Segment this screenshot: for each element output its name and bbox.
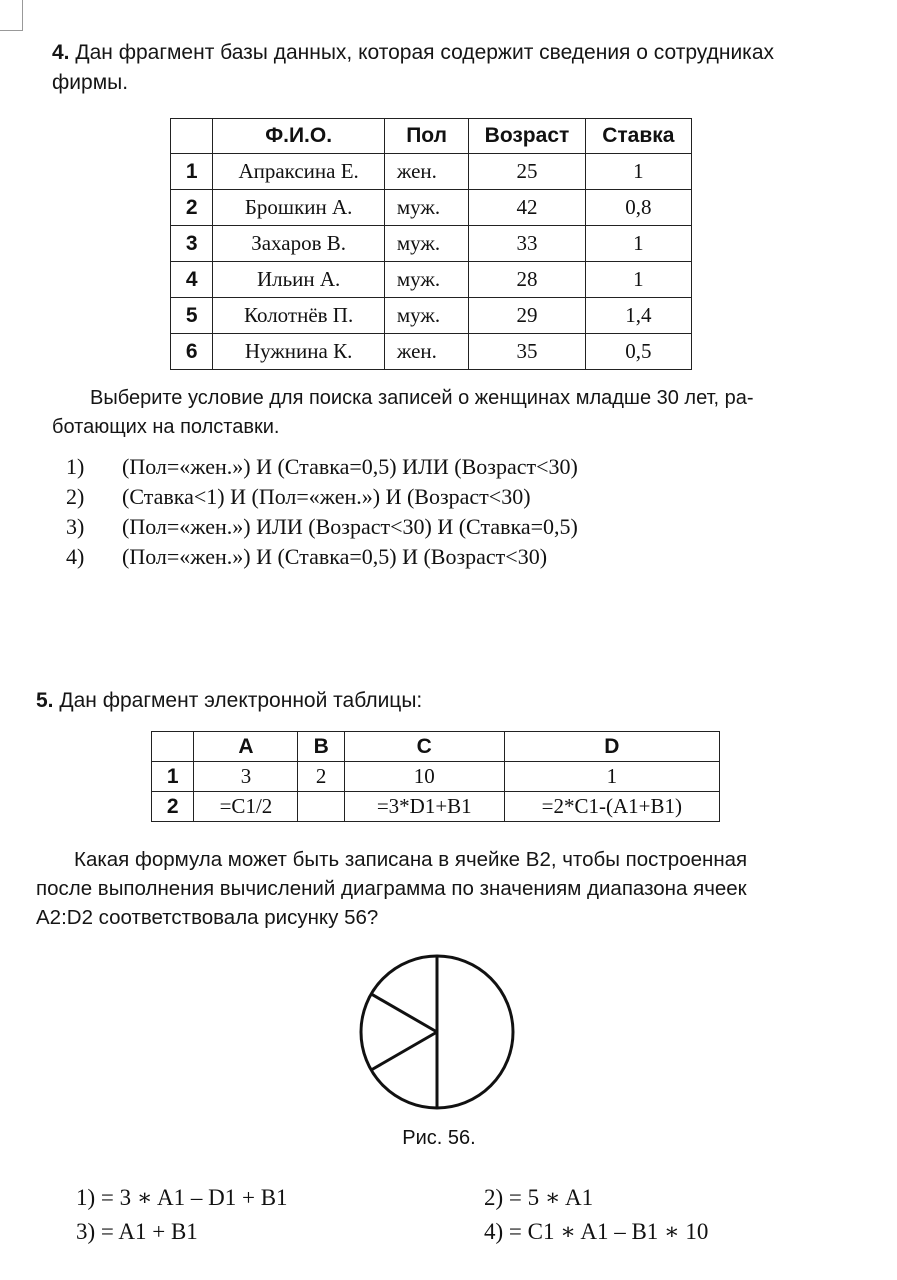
header-cell-col-a: A [194, 732, 298, 762]
pie-divider-line [371, 994, 437, 1032]
task5-question [36, 845, 856, 932]
option-text: = 3 ∗ A1 – D1 + B1 [100, 1185, 288, 1210]
header-cell-col-b: B [298, 732, 344, 762]
cell-age: 42 [469, 190, 585, 226]
cell-gender: муж. [384, 298, 468, 334]
table-header-row [152, 732, 720, 762]
header-cell-index [171, 119, 213, 154]
page-corner-mark [0, 0, 23, 31]
task4-intro-text: Дан фрагмент базы данных, которая содержит сведения о сотрудниках фирмы. [52, 41, 774, 94]
cell-gender: муж. [384, 262, 468, 298]
cell-a2: =C1/2 [194, 792, 298, 822]
option-item[interactable] [484, 1214, 708, 1250]
header-cell-age: Возраст [469, 119, 585, 154]
option-number: 4) [66, 544, 85, 569]
cell-age: 28 [469, 262, 585, 298]
cell-age: 25 [469, 154, 585, 190]
table-row [171, 262, 692, 298]
cell-gender: жен. [384, 334, 468, 370]
cell-c2: =3*D1+B1 [344, 792, 504, 822]
cell-gender: муж. [384, 226, 468, 262]
task4-intro [52, 38, 842, 98]
header-cell-rate: Ставка [585, 119, 691, 154]
option-item[interactable] [66, 542, 826, 572]
option-number: 3) [66, 514, 85, 539]
cell-fio: Захаров В. [213, 226, 384, 262]
task4-question-line: ботающих на полставки. [52, 416, 280, 438]
option-number: 1) [76, 1185, 96, 1210]
row-index: 1 [152, 762, 194, 792]
option-text: (Пол=«жен.») И (Ставка=0,5) И (Возраст<30) [122, 544, 548, 569]
header-cell-col-c: C [344, 732, 504, 762]
option-item[interactable] [66, 452, 826, 482]
row-index: 3 [171, 226, 213, 262]
option-text: (Пол=«жен.») И (Ставка=0,5) ИЛИ (Возраст<30) [122, 454, 578, 479]
row-index: 5 [171, 298, 213, 334]
cell-c1: 10 [344, 762, 504, 792]
cell-rate: 1 [585, 262, 691, 298]
header-cell-col-d: D [504, 732, 719, 762]
row-index: 2 [171, 190, 213, 226]
spreadsheet-table [151, 731, 720, 822]
option-item[interactable] [76, 1214, 198, 1250]
cell-fio: Колотнёв П. [213, 298, 384, 334]
cell-rate: 0,5 [585, 334, 691, 370]
cell-rate: 1,4 [585, 298, 691, 334]
row-index: 4 [171, 262, 213, 298]
table-header-row [171, 119, 692, 154]
cell-gender: муж. [384, 190, 468, 226]
option-text: (Пол=«жен.») ИЛИ (Возраст<30) И (Ставка=0,5) [122, 514, 578, 539]
option-number: 2) [484, 1185, 504, 1210]
cell-a1: 3 [194, 762, 298, 792]
table-row [171, 190, 692, 226]
cell-rate: 1 [585, 154, 691, 190]
cell-d2: =2*C1-(A1+B1) [504, 792, 719, 822]
pie-figure [355, 950, 523, 1118]
cell-fio: Брошкин А. [213, 190, 384, 226]
table-row [171, 226, 692, 262]
row-index: 6 [171, 334, 213, 370]
cell-gender: жен. [384, 154, 468, 190]
cell-age: 29 [469, 298, 585, 334]
option-item[interactable] [66, 512, 826, 542]
task5-intro [36, 686, 836, 716]
option-number: 3) [76, 1219, 96, 1244]
cell-age: 35 [469, 334, 585, 370]
cell-fio: Ильин А. [213, 262, 384, 298]
pie-divider-line [371, 1032, 437, 1070]
header-cell-corner [152, 732, 194, 762]
row-index: 1 [171, 154, 213, 190]
task5-question-line: после выполнения вычислений диаграмма по значениям диапазона ячеек [36, 877, 747, 900]
cell-age: 33 [469, 226, 585, 262]
task5-question-line: A2:D2 соответствовала рисунку 56? [36, 906, 379, 929]
option-item[interactable] [66, 482, 826, 512]
task5-question-line: Какая формула может быть записана в ячейке В2, чтобы построенная [74, 848, 748, 871]
table-row [152, 792, 720, 822]
cell-rate: 0,8 [585, 190, 691, 226]
task5-number: 5. [36, 689, 54, 712]
figure-caption: Рис. 56. [402, 1127, 476, 1149]
table-row [171, 298, 692, 334]
cell-rate: 1 [585, 226, 691, 262]
table-row [171, 334, 692, 370]
option-item[interactable] [76, 1180, 288, 1216]
option-text: (Ставка<1) И (Пол=«жен.») И (Возраст<30) [122, 484, 531, 509]
header-cell-gender: Пол [384, 119, 468, 154]
task4-number: 4. [52, 41, 70, 64]
cell-b1: 2 [298, 762, 344, 792]
task4-options [66, 452, 826, 572]
option-number: 2) [66, 484, 85, 509]
cell-fio: Апраксина Е. [213, 154, 384, 190]
task4-question-line: Выберите условие для поиска записей о женщинах младше 30 лет, ра- [90, 387, 754, 409]
cell-fio: Нужнина К. [213, 334, 384, 370]
cell-b2 [298, 792, 344, 822]
employee-db-table [170, 118, 692, 370]
task4-question [52, 384, 852, 442]
row-index: 2 [152, 792, 194, 822]
option-text: = A1 + B1 [100, 1219, 198, 1244]
option-text: = C1 ∗ A1 – B1 ∗ 10 [508, 1219, 709, 1244]
option-item[interactable] [484, 1180, 593, 1216]
option-number: 4) [484, 1219, 504, 1244]
header-cell-fio: Ф.И.О. [213, 119, 384, 154]
table-row [171, 154, 692, 190]
cell-d1: 1 [504, 762, 719, 792]
option-number: 1) [66, 454, 85, 479]
option-text: = 5 ∗ A1 [508, 1185, 594, 1210]
task5-intro-text: Дан фрагмент электронной таблицы: [59, 689, 423, 712]
table-row [152, 762, 720, 792]
